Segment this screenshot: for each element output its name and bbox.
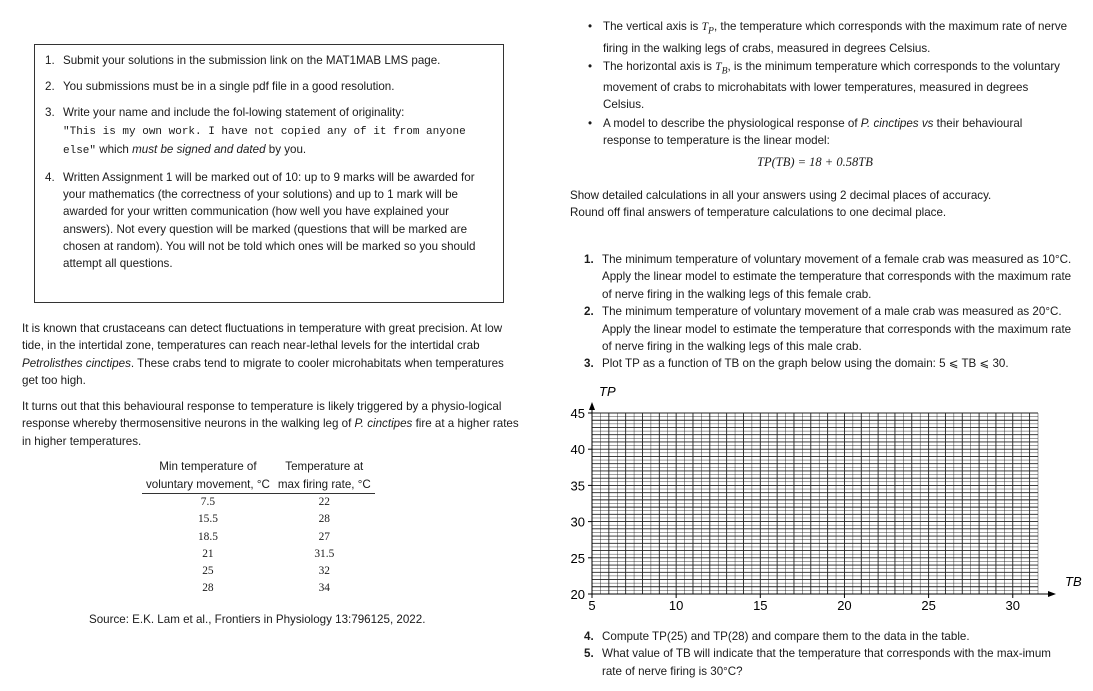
math-subscript: B	[721, 65, 728, 77]
intro-text: It is known that crustaceans can detect fluctuations in temperature with great precision. At low tide, in the intertidal zone, temperatures can reach near-lethal levels for the intertidal crab	[22, 322, 503, 353]
questions-list-top	[584, 251, 1072, 373]
table-cell: 31.5	[314, 547, 335, 560]
questions-list-bottom	[584, 628, 1072, 680]
table-cell: 28	[202, 582, 214, 595]
instruction-number: 2.	[45, 80, 55, 94]
instruction-text: which	[96, 142, 133, 156]
instruction-item	[45, 169, 497, 272]
instruction-text: Submit your solutions in the submission link on the MAT1MAB LMS page.	[63, 54, 441, 67]
question-item	[584, 251, 1072, 303]
x-tick-label: 20	[837, 598, 852, 613]
instruction-text: Write your name and include the fol-lowing statement of originality:	[63, 106, 405, 120]
question-number: 5.	[584, 647, 594, 661]
table-row	[142, 529, 375, 546]
bullet-icon: •	[588, 20, 593, 33]
vs-text: vs	[921, 116, 934, 130]
table-cell: 32	[318, 565, 330, 578]
question-text: What value of TB will indicate that the temperature that corresponds with the max-imum rate of nerve firing is 30°C?	[602, 647, 1051, 678]
y-tick-label: 35	[570, 478, 585, 494]
data-table	[142, 458, 375, 598]
question-item	[584, 645, 1072, 680]
bullet-text: their behavioural response to temperature is the linear model:	[603, 116, 1023, 147]
y-axis-arrow-icon	[589, 402, 595, 410]
question-item	[584, 355, 1072, 372]
question-number: 3.	[584, 357, 594, 371]
y-tick-label: 30	[570, 514, 585, 530]
list-item	[586, 18, 1072, 57]
instruction-text: You submissions must be in a single pdf file in a good resolution.	[63, 80, 395, 94]
x-tick-label: 25	[921, 598, 936, 613]
instruction-text: Written Assignment 1 will be marked out of 10: up to 9 marks will be awarded for your mathematics (the correctness of your solutions) and up to 1 mark will be awarded for your written communication (how well you have explained your answers). Not every question will be marked (questions that will be marked are chosen at random). You will not be told which ones will be marked so you should attempt all questions.	[63, 171, 476, 271]
precision-instruction: Show detailed calculations in all your answers using 2 decimal places of accuracy.	[570, 189, 992, 202]
instruction-number: 1.	[45, 54, 55, 67]
table-cell: 28	[318, 513, 330, 526]
x-tick-label: 5	[588, 598, 596, 613]
table-header: voluntary movement, °C	[142, 476, 274, 494]
instructions-list	[45, 52, 497, 281]
bullet-icon: •	[588, 116, 593, 130]
table-cell: 22	[318, 496, 330, 508]
question-number: 1.	[584, 253, 594, 266]
originality-statement: "This is my own work. I have not copied any of it from anyone else"	[63, 125, 466, 157]
y-tick-label: 40	[570, 442, 585, 458]
x-tick-label: 30	[1005, 598, 1020, 613]
instruction-number: 4.	[45, 171, 55, 185]
table-row	[142, 494, 375, 512]
question-text: Plot TP as a function of TB on the graph below using the domain: 5 ⩽ TB ⩽ 30.	[602, 357, 1009, 371]
question-text: The minimum temperature of voluntary movement of a female crab was measured as 10°C. Apply the linear model to estimate the temperature that corresponds with the maximum rate of nerve firing in the walking legs of this female crab.	[602, 253, 1072, 301]
species-name: P. cinctipes	[860, 116, 919, 130]
axis-descriptions	[586, 18, 1072, 150]
precision-instruction: Round off final answers of temperature calculations to one decimal place.	[570, 206, 947, 219]
math-variable: T	[701, 20, 709, 33]
source-citation: Source: E.K. Lam et al., Frontiers in Physiology 13:796125, 2022.	[89, 613, 426, 626]
bullet-icon: •	[588, 59, 593, 73]
instruction-item	[45, 52, 497, 69]
x-tick-label: 15	[753, 598, 768, 613]
list-item	[586, 115, 1072, 149]
x-axis-label: TB	[1065, 574, 1082, 589]
question-text: Compute TP(25) and TP(28) and compare them to the data in the table.	[602, 630, 970, 643]
table-cell: 21	[202, 547, 214, 560]
x-axis-arrow-icon	[1048, 591, 1056, 597]
table-header: Temperature at	[285, 460, 364, 473]
bullet-text: The horizontal axis is	[603, 59, 716, 73]
y-axis-label: TP	[599, 384, 616, 399]
linear-model-equation: TP(TB) = 18 + 0.58TB	[757, 155, 873, 169]
table-header: max firing rate, °C	[274, 476, 375, 494]
intro-text: . These crabs tend to migrate to cooler microhabitats when temperatures get too high.	[22, 356, 504, 387]
instruction-text: by you.	[265, 142, 307, 156]
instruction-emphasis: must be signed and dated	[132, 142, 266, 156]
instruction-item	[45, 104, 497, 160]
table-row	[142, 546, 375, 563]
table-header: Min temperature of	[159, 460, 257, 473]
question-text: The minimum temperature of voluntary movement of a male crab was measured as 20°C. Apply the linear model to estimate the temperature that corresponds with the maximum rate of nerve firing in the walking legs of this male crab.	[602, 305, 1072, 354]
math-subscript: P	[708, 25, 714, 37]
table-cell: 18.5	[197, 530, 218, 543]
intro-paragraph-2	[22, 398, 522, 450]
intro-text: It turns out that this behavioural response to temperature is likely triggered by a physio-logical response whereby thermosensitive neurons in the walking leg of	[22, 400, 502, 431]
table-row	[142, 511, 375, 528]
species-name: P. cinctipes	[354, 417, 413, 431]
species-name: Petrolisthes cinctipes	[22, 356, 131, 370]
bullet-text: The vertical axis is	[603, 20, 702, 33]
table-cell: 25	[202, 565, 214, 578]
table-cell: 7.5	[200, 496, 216, 508]
list-item	[586, 58, 1072, 114]
table-cell: 15.5	[197, 513, 218, 526]
y-tick-label: 45	[570, 406, 585, 421]
math-variable: T	[715, 59, 722, 73]
question-item	[584, 628, 1072, 645]
intro-paragraph-1	[22, 320, 522, 389]
intro-text: fire at a higher rates in higher temperatures.	[22, 417, 519, 448]
plot-grid-chart	[548, 380, 1093, 622]
table-row	[142, 563, 375, 580]
instruction-item	[45, 78, 497, 95]
bullet-text: A model to describe the physiological response of	[603, 116, 861, 130]
question-number: 4.	[584, 630, 594, 643]
y-tick-label: 25	[570, 550, 585, 566]
y-tick-label: 20	[570, 587, 585, 602]
question-number: 2.	[584, 305, 594, 319]
instruction-number: 3.	[45, 106, 55, 120]
table-cell: 34	[318, 582, 330, 595]
question-item	[584, 303, 1072, 355]
bullet-text: , the temperature which corresponds with the maximum rate of nerve firing in the walking legs of crabs, measured in degrees Celsius.	[603, 20, 1068, 55]
table-row	[142, 580, 375, 597]
bullet-text: , is the minimum temperature which corresponds to the voluntary movement of crabs to microhabitats with lower temperatures, measured in degrees Celsius.	[603, 59, 1060, 112]
x-tick-label: 10	[668, 598, 684, 613]
table-cell: 27	[318, 530, 330, 543]
